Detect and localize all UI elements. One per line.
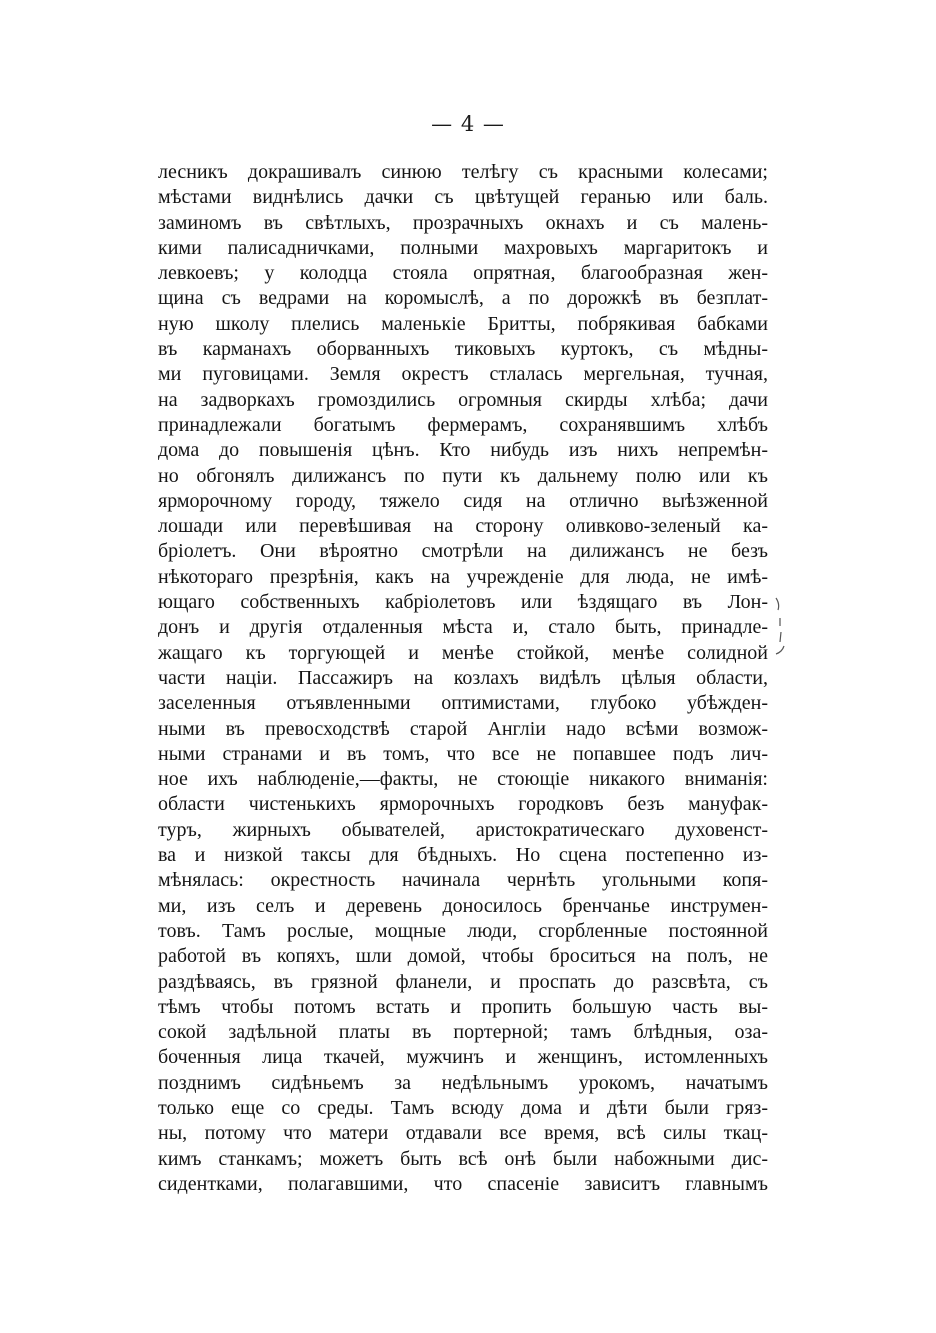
text-line: лошади или перевѣшивая на сторону оливково-зеленый ка- (158, 515, 768, 538)
text-line: ными странами и въ томъ, что все не попавшее подъ лич- (158, 742, 768, 765)
text-line: туръ, жирныхъ обывателей, аристократическаго духовенст- (158, 818, 768, 841)
text-line: ющаго собственныхъ кабріолетовъ или ѣздящаго въ Лон- (158, 591, 768, 614)
text-line: левкоевъ; у колодца стояла опрятная, благообразная жен- (158, 262, 768, 285)
text-line: жащаго къ торгующей и менѣе стойкой, менѣе солидной (158, 641, 768, 664)
text-line: мѣстами виднѣлись дачки съ цвѣтущей геранью или баль. (158, 186, 768, 209)
text-line: принадлежали богатымъ фермерамъ, сохранявшимъ хлѣбъ (158, 413, 768, 436)
text-line: работой въ копяхъ, шли домой, чтобы броситься на полъ, не (158, 945, 768, 968)
text-line: только еще со среды. Тамъ всюду дома и дѣти были гряз- (158, 1096, 768, 1119)
text-line: ными въ превосходствѣ старой Англіи надо всѣми возмож- (158, 717, 768, 740)
text-line: ва и низкой таксы для бѣдныхъ. Но сцена постепенно из- (158, 844, 768, 867)
page-number: — 4 — (431, 112, 505, 136)
text-line: сидентками, полагавшими, что спасеніе зависитъ главнымъ (158, 1172, 768, 1195)
text-line: области чистенькихъ ярморочныхъ городковъ безъ мануфак- (158, 793, 768, 816)
text-line: ны, потому что матери отдавали все время, всѣ силы ткац- (158, 1122, 768, 1145)
text-line: тѣмъ чтобы потомъ встать и пропить большую часть вы- (158, 995, 768, 1018)
text-line: боченныя лица ткачей, мужчинъ и женщинъ, истомленныхъ (158, 1046, 768, 1069)
text-line: позднимъ сидѣньемъ за недѣльнымъ урокомъ, начатымъ (158, 1071, 768, 1094)
text-line: раздѣваясь, въ грязной фланели, и проспать до разсвѣта, съ (158, 970, 768, 993)
body-text (158, 160, 768, 1197)
text-line: но обгонялъ дилижансъ по пути къ дальнему полю или къ (158, 464, 768, 487)
text-line: въ карманахъ оборванныхъ тиковыхъ куртокъ, съ мѣдны- (158, 338, 768, 361)
text-line: донъ и другія отдаленныя мѣста и, стало быть, принадле- (158, 616, 768, 639)
text-line: кимъ станкамъ; можетъ быть всѣ онѣ были набожными дис- (158, 1147, 768, 1170)
text-line: части націи. Пассажиръ на козлахъ видѣлъ цѣлыя области, (158, 666, 768, 689)
text-line: ную школу плелись маленькіе Бритты, побрякивая бабками (158, 312, 768, 335)
text-line: товъ. Тамъ рослые, мощные люди, сгорбленные постоянной (158, 919, 768, 942)
text-line: заминомъ въ свѣтлыхъ, прозрачныхъ окнахъ и съ малень- (158, 211, 768, 234)
text-line: щина съ ведрами на коромыслѣ, а по дорожкѣ въ безплат- (158, 287, 768, 310)
text-line: ное ихъ наблюденіе,—факты, не стоющіе никакого вниманія: (158, 768, 768, 791)
text-line: ми пуговицами. Земля окрестъ стлалась мергельная, тучная, (158, 363, 768, 386)
text-line: бріолетъ. Они вѣроятно смотрѣли на дилижансъ не безъ (158, 540, 768, 563)
text-line: кими палисадничками, полными махровыхъ маргаритокъ и (158, 236, 768, 259)
text-line: на задворкахъ громоздились огромныя скирды хлѣба; дачи (158, 388, 768, 411)
margin-bracket-mark (772, 596, 788, 658)
text-line: мѣнялась: окрестность начинала чернѣть угольными копя- (158, 869, 768, 892)
text-line: нѣкотораго презрѣнія, какъ на учрежденіе для люда, не имѣ- (158, 565, 768, 588)
text-line: лесникъ докрашивалъ синюю телѣгу съ красными колесами; (158, 161, 768, 183)
text-line: ми, изъ селъ и деревень доносилось бренчанье инструмен- (158, 894, 768, 917)
text-line: ярморочному городу, тяжело сидя на отлично выѣзженной (158, 489, 768, 512)
text-line: сокой задѣльной платы въ портерной; тамъ блѣдныя, оза- (158, 1021, 768, 1044)
text-line: заселенныя отъявленными оптимистами, глубоко убѣжден- (158, 692, 768, 715)
text-line: дома до повышенія цѣнъ. Кто нибудь изъ нихъ непремѣн- (158, 439, 768, 462)
